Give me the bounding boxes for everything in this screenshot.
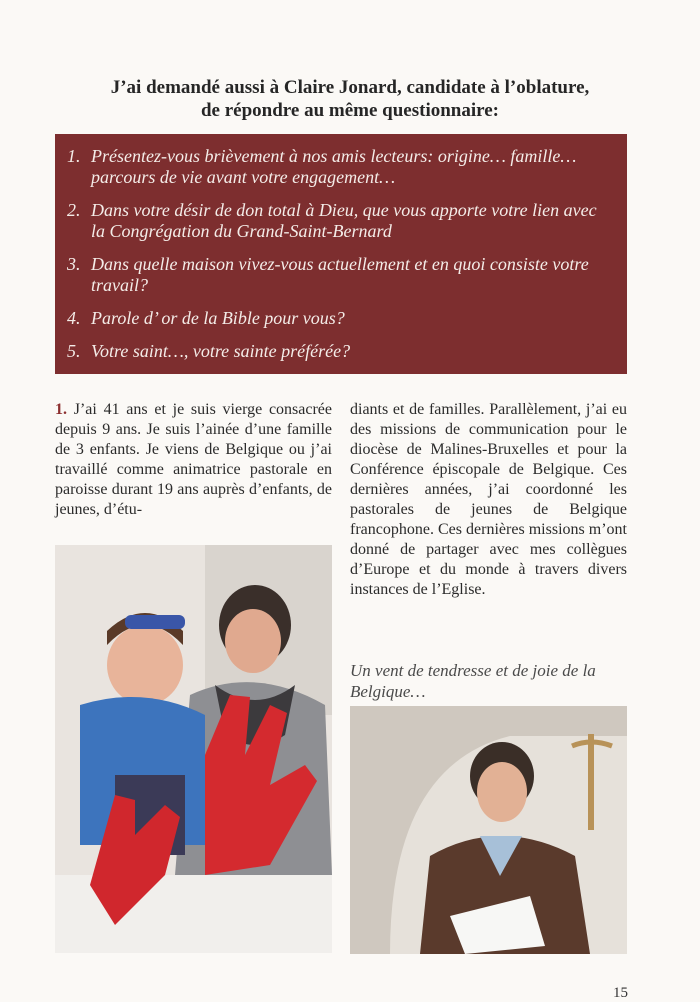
question-text: Dans quelle maison vivez-vous actuellement et en quoi consiste votre travail? <box>91 254 589 295</box>
question-text: Parole d’ or de la Bible pour vous? <box>91 308 345 328</box>
page-number: 15 <box>613 985 628 1001</box>
answer-column-left <box>55 400 332 520</box>
heading-line-2: de répondre au même questionnaire: <box>200 100 499 121</box>
section-heading <box>60 76 640 122</box>
photo-claire-jonard <box>350 706 627 954</box>
question-text: Dans votre désir de don total à Dieu, que vous apporte votre lien avec la Congrégation du Grand-Saint-Bernard <box>91 200 597 241</box>
questionnaire-box <box>55 134 627 374</box>
question-number: 3. <box>67 254 81 274</box>
photo-woman-with-child <box>55 545 332 953</box>
photo-caption: Un vent de tendresse et de joie de la Belgique… <box>350 661 596 701</box>
question-item <box>67 308 609 329</box>
question-item <box>67 200 609 242</box>
question-item <box>67 254 609 296</box>
question-number: 4. <box>67 308 81 328</box>
question-number: 5. <box>67 341 81 361</box>
question-item <box>67 146 609 188</box>
question-item <box>67 341 609 362</box>
answer-text-left: J’ai 41 ans et je suis vierge consacrée depuis 9 ans. Je suis l’ainée d’une famille de 3 enfants. Je viens de Belgique ou j’ai travaillé comme animatrice pastorale en paroisse durant 19 ans auprès d’enfants, de jeunes, d’étu- <box>55 401 333 518</box>
question-text: Votre saint…, votre sainte préférée? <box>91 341 351 361</box>
answer-number: 1. <box>55 401 67 418</box>
question-number: 2. <box>67 200 81 220</box>
question-text: Présentez-vous brièvement à nos amis lecteurs: origine… famille… parcours de vie avant votre engagement… <box>91 146 577 187</box>
heading-line-1: J’ai demandé aussi à Claire Jonard, candidate à l’oblature, <box>110 77 590 98</box>
answer-column-right <box>350 400 627 600</box>
question-number: 1. <box>67 146 81 166</box>
answer-text-right: diants et de familles. Parallèlement, j’ai eu des missions de communication pour le diocèse de Malines-Bruxelles et pour la Conférence épiscopale de Belgique. Ces dernières années, j’ai coordonné les pastorales de jeunes de Belgique francophone. Ces dernières missions m’ont donné de partager avec mes collègues d’Europe et du monde à travers divers instances de l’Eglise. <box>350 401 627 598</box>
